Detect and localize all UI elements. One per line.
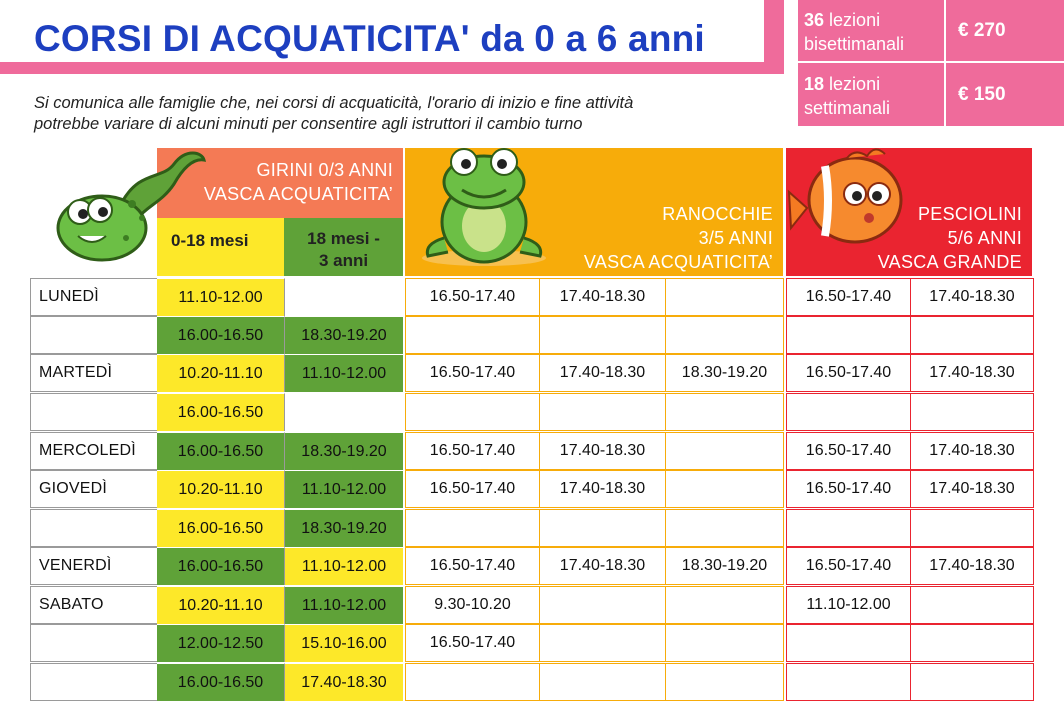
pesciolini-cell-1 [786,663,911,701]
ranocchie-cell-3 [666,393,784,431]
ranocchie-cell-2 [540,316,666,354]
ranocchie-cell-2 [540,509,666,547]
ranocchie-cell-2 [540,586,666,624]
pesciolini-cell-2 [911,509,1034,547]
subheader-label-2: 3 anni [318,251,369,270]
notice-line-2: potrebbe variare di alcuni minuti per consentire agli istruttori il cambio turno [34,115,583,133]
ranocchie-cell-2: 17.40-18.30 [540,354,666,392]
girini-0-18-cell: 10.20-11.10 [157,354,284,392]
pesciolini-cell-2 [911,663,1034,701]
ranocchie-cell-3 [666,470,784,508]
girini-subheader-18-36 [284,218,403,276]
pesciolini-cell-1 [786,316,911,354]
pesciolini-cell-2 [911,624,1034,662]
ranocchie-cell-1 [405,509,540,547]
girini-0-18-cell: 12.00-12.50 [157,624,284,662]
price-divider-v [944,0,946,126]
ranocchie-cell-1 [405,663,540,701]
girini-18-36-cell: 11.10-12.00 [284,354,403,392]
girini-18-36-cell [284,393,403,431]
price-amount: € 150 [958,84,1006,105]
ranocchie-cell-3 [666,586,784,624]
girini-18-36-cell: 11.10-12.00 [284,547,403,585]
ranocchie-cell-1 [405,393,540,431]
pesciolini-cell-1: 16.50-17.40 [786,470,911,508]
price-divider-h [798,61,1064,63]
girini-0-18-cell: 16.00-16.50 [157,432,284,470]
ranocchie-title: RANOCCHIE [662,204,773,224]
pesciolini-cell-1: 16.50-17.40 [786,278,911,316]
girini-18-36-cell: 11.10-12.00 [284,586,403,624]
pesciolini-cell-1 [786,509,911,547]
day-label: MARTEDÌ [30,354,157,392]
day-label: VENERDÌ [30,547,157,585]
notice-line-1: Si comunica alle famiglie che, nei corsi di acquaticità, l'orario di inizio e fine attività [34,94,634,112]
pesciolini-cell-2: 17.40-18.30 [911,432,1034,470]
ranocchie-cell-1: 16.50-17.40 [405,470,540,508]
pesciolini-cell-2 [911,393,1034,431]
girini-pool: VASCA ACQUATICITA’ [203,184,393,204]
pesciolini-cell-2: 17.40-18.30 [911,278,1034,316]
notice-text [34,93,784,135]
ranocchie-cell-1: 16.50-17.40 [405,624,540,662]
girini-0-18-cell: 16.00-16.50 [157,547,284,585]
table-row [30,354,1034,392]
pesciolini-cell-2: 17.40-18.30 [911,547,1034,585]
day-label: MERCOLEDÌ [30,432,157,470]
price-label-2: bisettimanali [804,34,905,54]
girini-18-36-cell: 15.10-16.00 [284,624,403,662]
table-row [30,393,1034,431]
pesciolini-age: 5/6 ANNI [947,228,1022,248]
girini-18-36-cell: 11.10-12.00 [284,470,403,508]
girini-18-36-cell [284,278,403,316]
pesciolini-cell-2 [911,586,1034,624]
table-row [30,586,1034,624]
ranocchie-cell-2: 17.40-18.30 [540,470,666,508]
subheader-label: 18 mesi - [307,229,380,248]
ranocchie-cell-2: 17.40-18.30 [540,278,666,316]
table-row [30,278,1034,316]
girini-18-36-cell: 17.40-18.30 [284,663,403,701]
pesciolini-cell-1: 11.10-12.00 [786,586,911,624]
ranocchie-cell-1 [405,316,540,354]
day-label [30,393,157,431]
fish-icon [785,138,910,260]
pesciolini-cell-2: 17.40-18.30 [911,354,1034,392]
table-row [30,432,1034,470]
price-count: 18 [804,74,825,94]
girini-0-18-cell: 11.10-12.00 [157,278,284,316]
ranocchie-cell-3 [666,278,784,316]
girini-18-36-cell: 18.30-19.20 [284,432,403,470]
day-label: SABATO [30,586,157,624]
price-label: lezioni [829,10,881,30]
ranocchie-cell-2: 17.40-18.30 [540,432,666,470]
day-label: LUNEDÌ [30,278,157,316]
girini-0-18-cell: 10.20-11.10 [157,586,284,624]
ranocchie-cell-3: 18.30-19.20 [666,547,784,585]
ranocchie-cell-3 [666,624,784,662]
ranocchie-cell-2 [540,624,666,662]
day-label: GIOVEDÌ [30,470,157,508]
page-title: CORSI DI ACQUATICITA' da 0 a 6 anni [34,18,705,59]
day-label [30,663,157,701]
table-row [30,509,1034,547]
girini-18-36-cell: 18.30-19.20 [284,509,403,547]
ranocchie-age: 3/5 ANNI [698,228,773,248]
tadpole-icon [52,140,212,265]
girini-0-18-cell: 16.00-16.50 [157,509,284,547]
ranocchie-cell-1: 9.30-10.20 [405,586,540,624]
header-underline [0,62,784,74]
ranocchie-cell-1: 16.50-17.40 [405,547,540,585]
pesciolini-title: PESCIOLINI [917,204,1022,224]
day-label [30,624,157,662]
pesciolini-cell-1: 16.50-17.40 [786,354,911,392]
ranocchie-cell-3 [666,432,784,470]
price-count: 36 [804,10,825,30]
pesciolini-cell-1: 16.50-17.40 [786,432,911,470]
ranocchie-pool: VASCA ACQUATICITA’ [583,252,773,272]
ranocchie-cell-3: 18.30-19.20 [666,354,784,392]
price-label: lezioni [829,74,881,94]
ranocchie-cell-2: 17.40-18.30 [540,547,666,585]
girini-0-18-cell: 16.00-16.50 [157,663,284,701]
girini-title: GIRINI 0/3 ANNI [256,160,393,180]
pesciolini-cell-1 [786,393,911,431]
girini-0-18-cell: 10.20-11.10 [157,470,284,508]
pesciolini-cell-2: 17.40-18.30 [911,470,1034,508]
table-row [30,470,1034,508]
ranocchie-cell-3 [666,663,784,701]
pesciolini-cell-1 [786,624,911,662]
header-edge [764,0,784,74]
table-row [30,547,1034,585]
day-label [30,509,157,547]
day-label [30,316,157,354]
pesciolini-cell-2 [911,316,1034,354]
ranocchie-cell-1: 16.50-17.40 [405,278,540,316]
table-row [30,316,1034,354]
ranocchie-cell-2 [540,393,666,431]
ranocchie-cell-1: 16.50-17.40 [405,432,540,470]
ranocchie-cell-3 [666,509,784,547]
table-row [30,624,1034,662]
frog-icon [414,140,554,270]
ranocchie-cell-1: 16.50-17.40 [405,354,540,392]
pesciolini-cell-1: 16.50-17.40 [786,547,911,585]
table-row [30,663,1034,701]
price-label-2: settimanali [804,98,891,118]
girini-0-18-cell: 16.00-16.50 [157,393,284,431]
pesciolini-pool: VASCA GRANDE [877,252,1022,272]
ranocchie-cell-2 [540,663,666,701]
price-row-bisettimanali [798,0,1064,62]
price-box [798,0,1064,126]
price-amount: € 270 [958,20,1006,41]
subheader-label: 0-18 mesi [171,231,249,250]
girini-0-18-cell: 16.00-16.50 [157,316,284,354]
girini-18-36-cell: 18.30-19.20 [284,316,403,354]
ranocchie-cell-3 [666,316,784,354]
price-row-settimanali [798,64,1064,126]
